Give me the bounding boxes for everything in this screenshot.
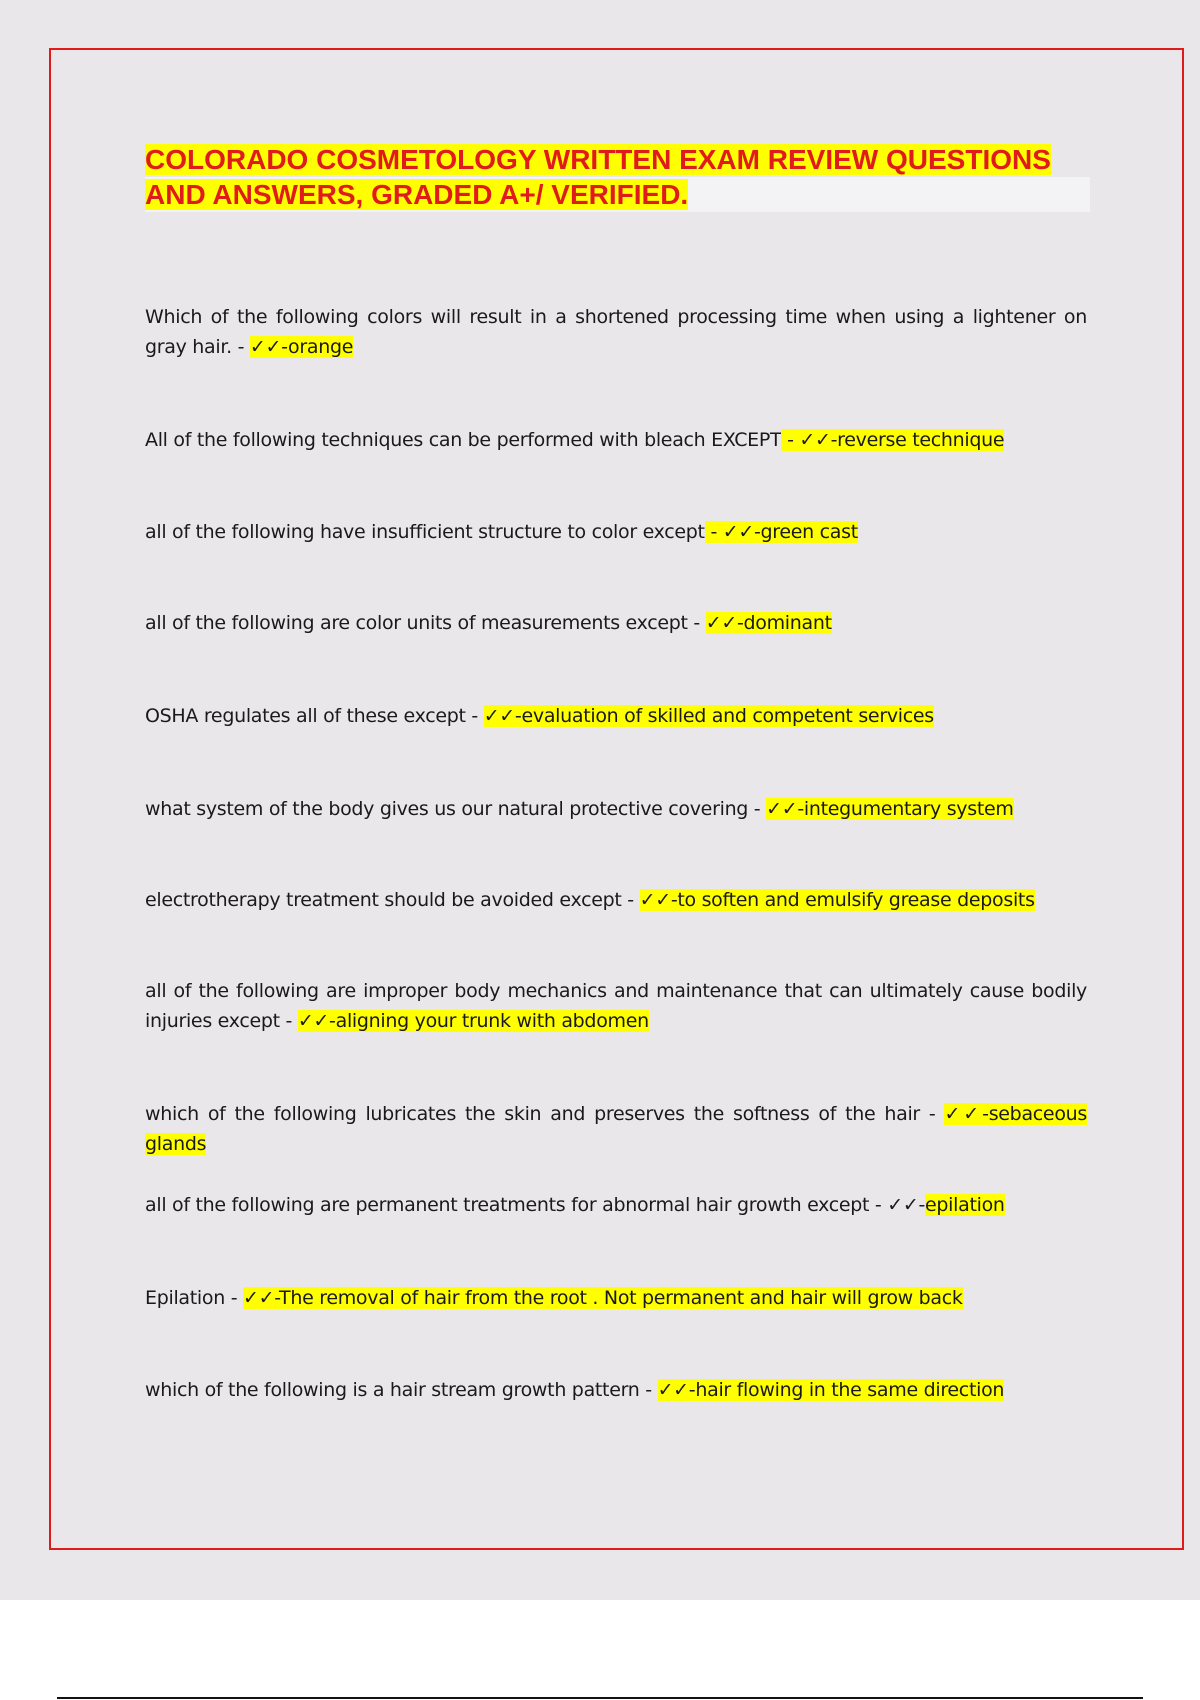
qa-item-2 — [145, 425, 1087, 455]
qa-item-10 — [145, 1190, 1087, 1220]
question-text: all of the following have insufficient structure to color except — [145, 521, 705, 543]
qa-item-1 — [145, 302, 1087, 362]
qa-item-6 — [145, 794, 1087, 824]
answer-highlight: - ✓✓-green cast — [704, 521, 858, 543]
qa-item-4 — [145, 608, 1087, 638]
answer-highlight: ✓✓-integumentary system — [766, 798, 1014, 820]
qa-item-5 — [145, 701, 1087, 731]
question-text: all of the following are improper body mechanics and maintenance that can ultimately cause bodily injuries except - — [145, 980, 1087, 1032]
question-text: All of the following techniques can be performed with bleach EXCEPT — [145, 429, 782, 451]
qa-item-8 — [145, 976, 1087, 1036]
answer-highlight: epilation — [925, 1194, 1005, 1216]
question-text: what system of the body gives us our natural protective covering - — [145, 798, 767, 820]
document-title — [145, 142, 1090, 212]
question-text: Which of the following colors will result in a shortened processing time when using a lightener on gray hair. - — [145, 306, 1087, 358]
answer-highlight: ✓✓-evaluation of skilled and competent services — [483, 705, 934, 727]
question-text: which of the following is a hair stream growth pattern - — [145, 1379, 658, 1401]
footer-divider — [57, 1697, 1143, 1699]
question-text: all of the following are color units of measurements except - — [145, 612, 706, 634]
answer-highlight: ✓✓-to soften and emulsify grease deposits — [639, 889, 1035, 911]
answer-highlight: ✓✓-dominant — [705, 612, 832, 634]
question-text: which of the following lubricates the skin and preserves the softness of the hair - — [145, 1103, 945, 1125]
question-text: all of the following are permanent treatments for abnormal hair growth except - ✓✓- — [145, 1194, 926, 1216]
question-text: electrotherapy treatment should be avoided except - — [145, 889, 640, 911]
question-text: OSHA regulates all of these except - — [145, 705, 484, 727]
answer-highlight: ✓✓-hair flowing in the same direction — [657, 1379, 1005, 1401]
answer-highlight: ✓✓-The removal of hair from the root . Not permanent and hair will grow back — [243, 1287, 963, 1309]
qa-item-12 — [145, 1375, 1087, 1405]
qa-item-11 — [145, 1283, 1087, 1313]
answer-highlight: ✓✓-aligning your trunk with abdomen — [297, 1010, 649, 1032]
qa-item-7 — [145, 885, 1087, 915]
question-text: Epilation - — [145, 1287, 243, 1309]
answer-highlight: ✓✓-orange — [249, 336, 354, 358]
answer-highlight: ✓✓-sebaceous glands — [145, 1103, 1087, 1155]
qa-item-3 — [145, 517, 1087, 547]
qa-item-9 — [145, 1099, 1087, 1159]
document-title-text: COLORADO COSMETOLOGY WRITTEN EXAM REVIEW QUESTIONS AND ANSWERS, GRADED A+/ VERIFIED. — [145, 144, 1051, 210]
answer-highlight: - ✓✓-reverse technique — [781, 429, 1005, 451]
